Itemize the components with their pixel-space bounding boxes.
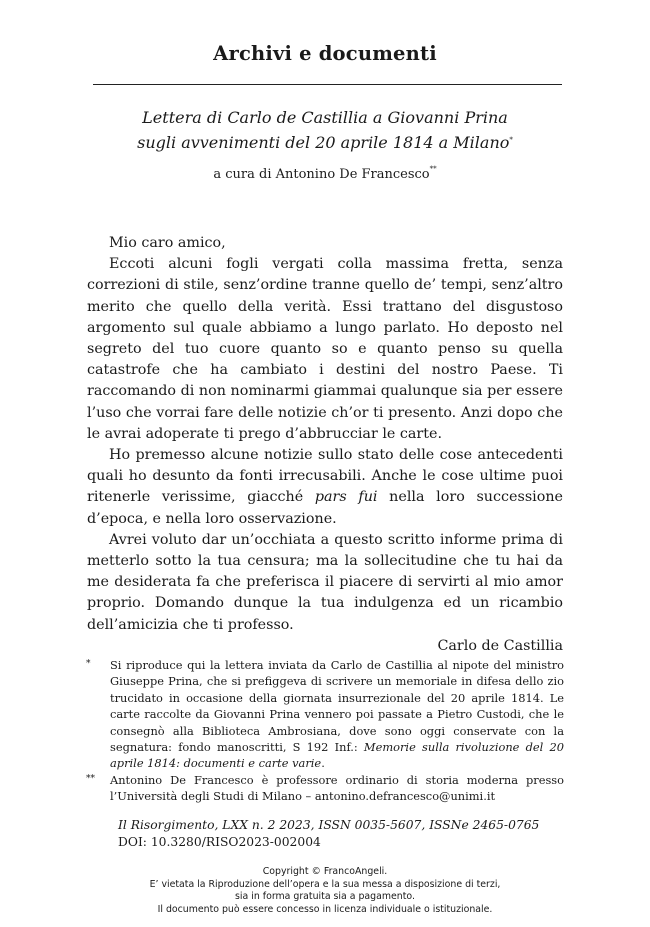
letter-paragraph-2-b: nella loro successione d’epoca, e nella loro osservazione. bbox=[87, 489, 564, 527]
title-rule bbox=[93, 84, 562, 85]
copyright-line-2: E’ vietata la Riproduzione dell’opera e la sua messa a disposizione di terzi, bbox=[149, 878, 501, 890]
byline-text: a cura di Antonino De Francesco bbox=[213, 167, 430, 182]
footnote-1 bbox=[86, 657, 564, 772]
footnote-1-text-b: . bbox=[321, 756, 325, 771]
article-title-line-1: Lettera di Carlo de Castillia a Giovanni Prina bbox=[142, 108, 508, 127]
citation-doi[interactable]: DOI: 10.3280/RISO2023-002004 bbox=[118, 835, 321, 849]
letter-paragraph-3: Avrei voluto dar un’occhiata a questo scritto informe prima di metterlo sotto la tua censura; ma la sollecitudine che tu hai da me desiderata fa che preferisca il piacere di servirti al mio amor proprio. Domando dunque la tua indulgenza ed un ricambio dell’amicizia che ti professo. bbox=[87, 531, 563, 633]
footnote-2-text: Antonino De Francesco è professore ordinario di storia moderna presso l’Università degli Studi di Milano – antonino.defrancesco@unimi.it bbox=[110, 772, 564, 804]
copyright-line-1: Copyright © FrancoAngeli. bbox=[262, 866, 388, 877]
letter-paragraph-2-latin: pars fui bbox=[314, 489, 378, 506]
citation bbox=[118, 817, 578, 851]
byline bbox=[0, 167, 650, 182]
footnote-1-text-a: Si riproduce qui la lettera inviata da Carlo de Castillia al nipote del ministro Giuseppe Prina, che si prefiggeva di scrivere un memoriale in difesa dello zio trucidato in occasione della giornata insurrezionale del 20 aprile 1814. Le carte raccolte da Giovanni Prina vennero poi passate a Pietro Custodi, che le consegnò alla Biblioteca Ambrosiana, dove sono oggi conservate con la segnatura: fondo manoscritti, S 192 Inf.: bbox=[110, 658, 564, 755]
copyright-notice bbox=[0, 866, 650, 916]
letter-paragraph-2-a: Ho premesso alcune notizie sullo stato delle cose antecedenti quali ho desunto da fonti irrecusabili. Anche le cose ultime puoi ritenerle verissime, giacché bbox=[87, 447, 563, 506]
footnote-2-mark: ** bbox=[86, 773, 95, 784]
article-title-line-2 bbox=[60, 130, 590, 155]
footnote-1-title: Memorie sulla rivoluzione del 20 aprile 1814: documenti e carte varie bbox=[110, 740, 564, 771]
copyright-line-4: Il documento può essere concesso in licenza individuale o istituzionale. bbox=[157, 903, 493, 915]
title-footnote-mark[interactable]: * bbox=[509, 136, 513, 144]
letter-paragraph-2 bbox=[87, 445, 563, 530]
article-title-line-2-text: sugli avvenimenti del 20 aprile 1814 a Milano bbox=[137, 133, 510, 152]
byline-footnote-mark[interactable]: ** bbox=[429, 165, 437, 173]
article-title bbox=[60, 105, 590, 155]
letter-signature: Carlo de Castillia bbox=[437, 637, 563, 654]
letter-body bbox=[87, 233, 563, 657]
footnote-1-mark: * bbox=[86, 659, 91, 669]
copyright-line-3: sia in forma gratuita sia a pagamento. bbox=[235, 891, 415, 903]
citation-journal bbox=[118, 817, 578, 834]
citation-journal-text: Il Risorgimento, LXX n. 2 2023, ISSN 0035-5607, ISSNe 2465-0765 bbox=[118, 818, 540, 832]
footnotes bbox=[86, 657, 564, 805]
letter-paragraph-1: Eccoti alcuni fogli vergati colla massima fretta, senza correzioni di stile, senz’ordine tranne quello de’ tempi, senz’altro merito che quello della verità. Essi trattano del disgustoso argomento sul quale abbiamo a lungo parlato. Ho deposto nel segreto del tuo cuore quanto so e quanto penso su quella catastrofe che ha cambiato i destini del nostro Paese. Ti raccomando di non nominarmi giammai qualunque sia per essere l’uso che vorrai fare delle notizie ch’or ti presento. Anzi dopo che le avrai adoperate ti prego d’abbrucciar le carte. bbox=[87, 256, 563, 442]
section-title: Archivi e documenti bbox=[213, 42, 437, 65]
footnote-2 bbox=[86, 772, 564, 805]
letter-salutation: Mio caro amico, bbox=[109, 235, 226, 251]
